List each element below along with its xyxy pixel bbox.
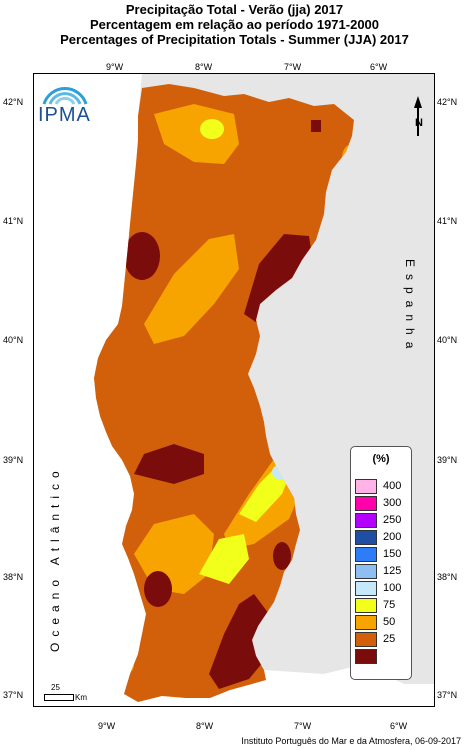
- legend-swatch: [355, 479, 377, 494]
- legend-swatch: [355, 598, 377, 613]
- right-lat-label: 37°N: [437, 690, 458, 700]
- legend-label: 50: [383, 616, 396, 628]
- legend-swatch: [355, 632, 377, 647]
- legend-label: 250: [383, 514, 402, 526]
- legend-swatch: [355, 530, 377, 545]
- bottom-lon-label: 7°W: [294, 721, 312, 731]
- top-lon-label: 7°W: [284, 62, 302, 72]
- north-label: N: [415, 117, 423, 129]
- bottom-lon-label: 9°W: [98, 721, 116, 731]
- north-arrow-icon: [406, 94, 430, 138]
- title-line-3: Percentages of Precipitation Totals - Summer (JJA) 2017: [60, 32, 409, 47]
- zone-25-northeast: [311, 120, 321, 132]
- map-frame: [33, 73, 435, 707]
- legend-item: [355, 581, 411, 596]
- right-lat-label: 41°N: [437, 216, 458, 226]
- legend: [350, 446, 412, 680]
- credit-text: Instituto Português do Mar e da Atmosfera, 06-09-2017: [241, 736, 461, 746]
- ocean-label: Oceano Atlântico: [48, 465, 62, 652]
- legend-label: 400: [383, 480, 402, 492]
- legend-label: 200: [383, 531, 402, 543]
- legend-label: 125: [383, 565, 402, 577]
- title-line-1: Precipitação Total - Verão (jja) 2017: [125, 2, 344, 17]
- ipma-logo-text: IPMA: [38, 104, 91, 126]
- legend-swatch: [355, 496, 377, 511]
- legend-label: 150: [383, 548, 402, 560]
- legend-label: 100: [383, 582, 402, 594]
- legend-swatch: [355, 513, 377, 528]
- zone-25-southwest: [144, 571, 172, 607]
- bottom-lon-label: 6°W: [390, 721, 408, 731]
- legend-item: [355, 547, 411, 562]
- legend-swatch: [355, 547, 377, 562]
- legend-item: [355, 632, 411, 647]
- scale-value: 25: [51, 683, 60, 692]
- legend-label: 75: [383, 599, 396, 611]
- legend-item: [355, 598, 411, 613]
- zone-25-west: [124, 232, 160, 280]
- legend-item: [355, 513, 411, 528]
- left-lat-label: 38°N: [3, 572, 24, 582]
- top-lon-label: 8°W: [195, 62, 213, 72]
- legend-title: (%): [372, 453, 390, 465]
- legend-item: [355, 649, 411, 664]
- legend-item: [355, 496, 411, 511]
- legend-swatch: [355, 649, 377, 664]
- legend-item: [355, 564, 411, 579]
- legend-label: 300: [383, 497, 402, 509]
- legend-swatch: [355, 581, 377, 596]
- legend-item: [355, 615, 411, 630]
- top-lon-label: 6°W: [370, 62, 388, 72]
- left-lat-label: 37°N: [3, 690, 24, 700]
- left-lat-label: 42°N: [3, 97, 24, 107]
- map-title: [0, 2, 469, 47]
- left-lat-label: 39°N: [3, 455, 24, 465]
- legend-swatch: [355, 615, 377, 630]
- scale-unit: Km: [75, 693, 87, 702]
- bottom-lon-label: 8°W: [196, 721, 214, 731]
- legend-label: 25: [383, 633, 396, 645]
- spain-label: Espanha: [403, 259, 417, 356]
- title-line-2: Percentagem em relação ao período 1971-2000: [89, 17, 380, 32]
- left-lat-label: 41°N: [3, 216, 24, 226]
- right-lat-label: 39°N: [437, 455, 458, 465]
- scale-bar: [44, 694, 74, 701]
- zone-75-north: [200, 119, 224, 139]
- right-lat-label: 40°N: [437, 335, 458, 345]
- legend-swatch: [355, 564, 377, 579]
- top-lon-label: 9°W: [106, 62, 124, 72]
- left-lat-label: 40°N: [3, 335, 24, 345]
- legend-item: [355, 479, 411, 494]
- right-lat-label: 38°N: [437, 572, 458, 582]
- legend-item: [355, 530, 411, 545]
- right-lat-label: 42°N: [437, 97, 458, 107]
